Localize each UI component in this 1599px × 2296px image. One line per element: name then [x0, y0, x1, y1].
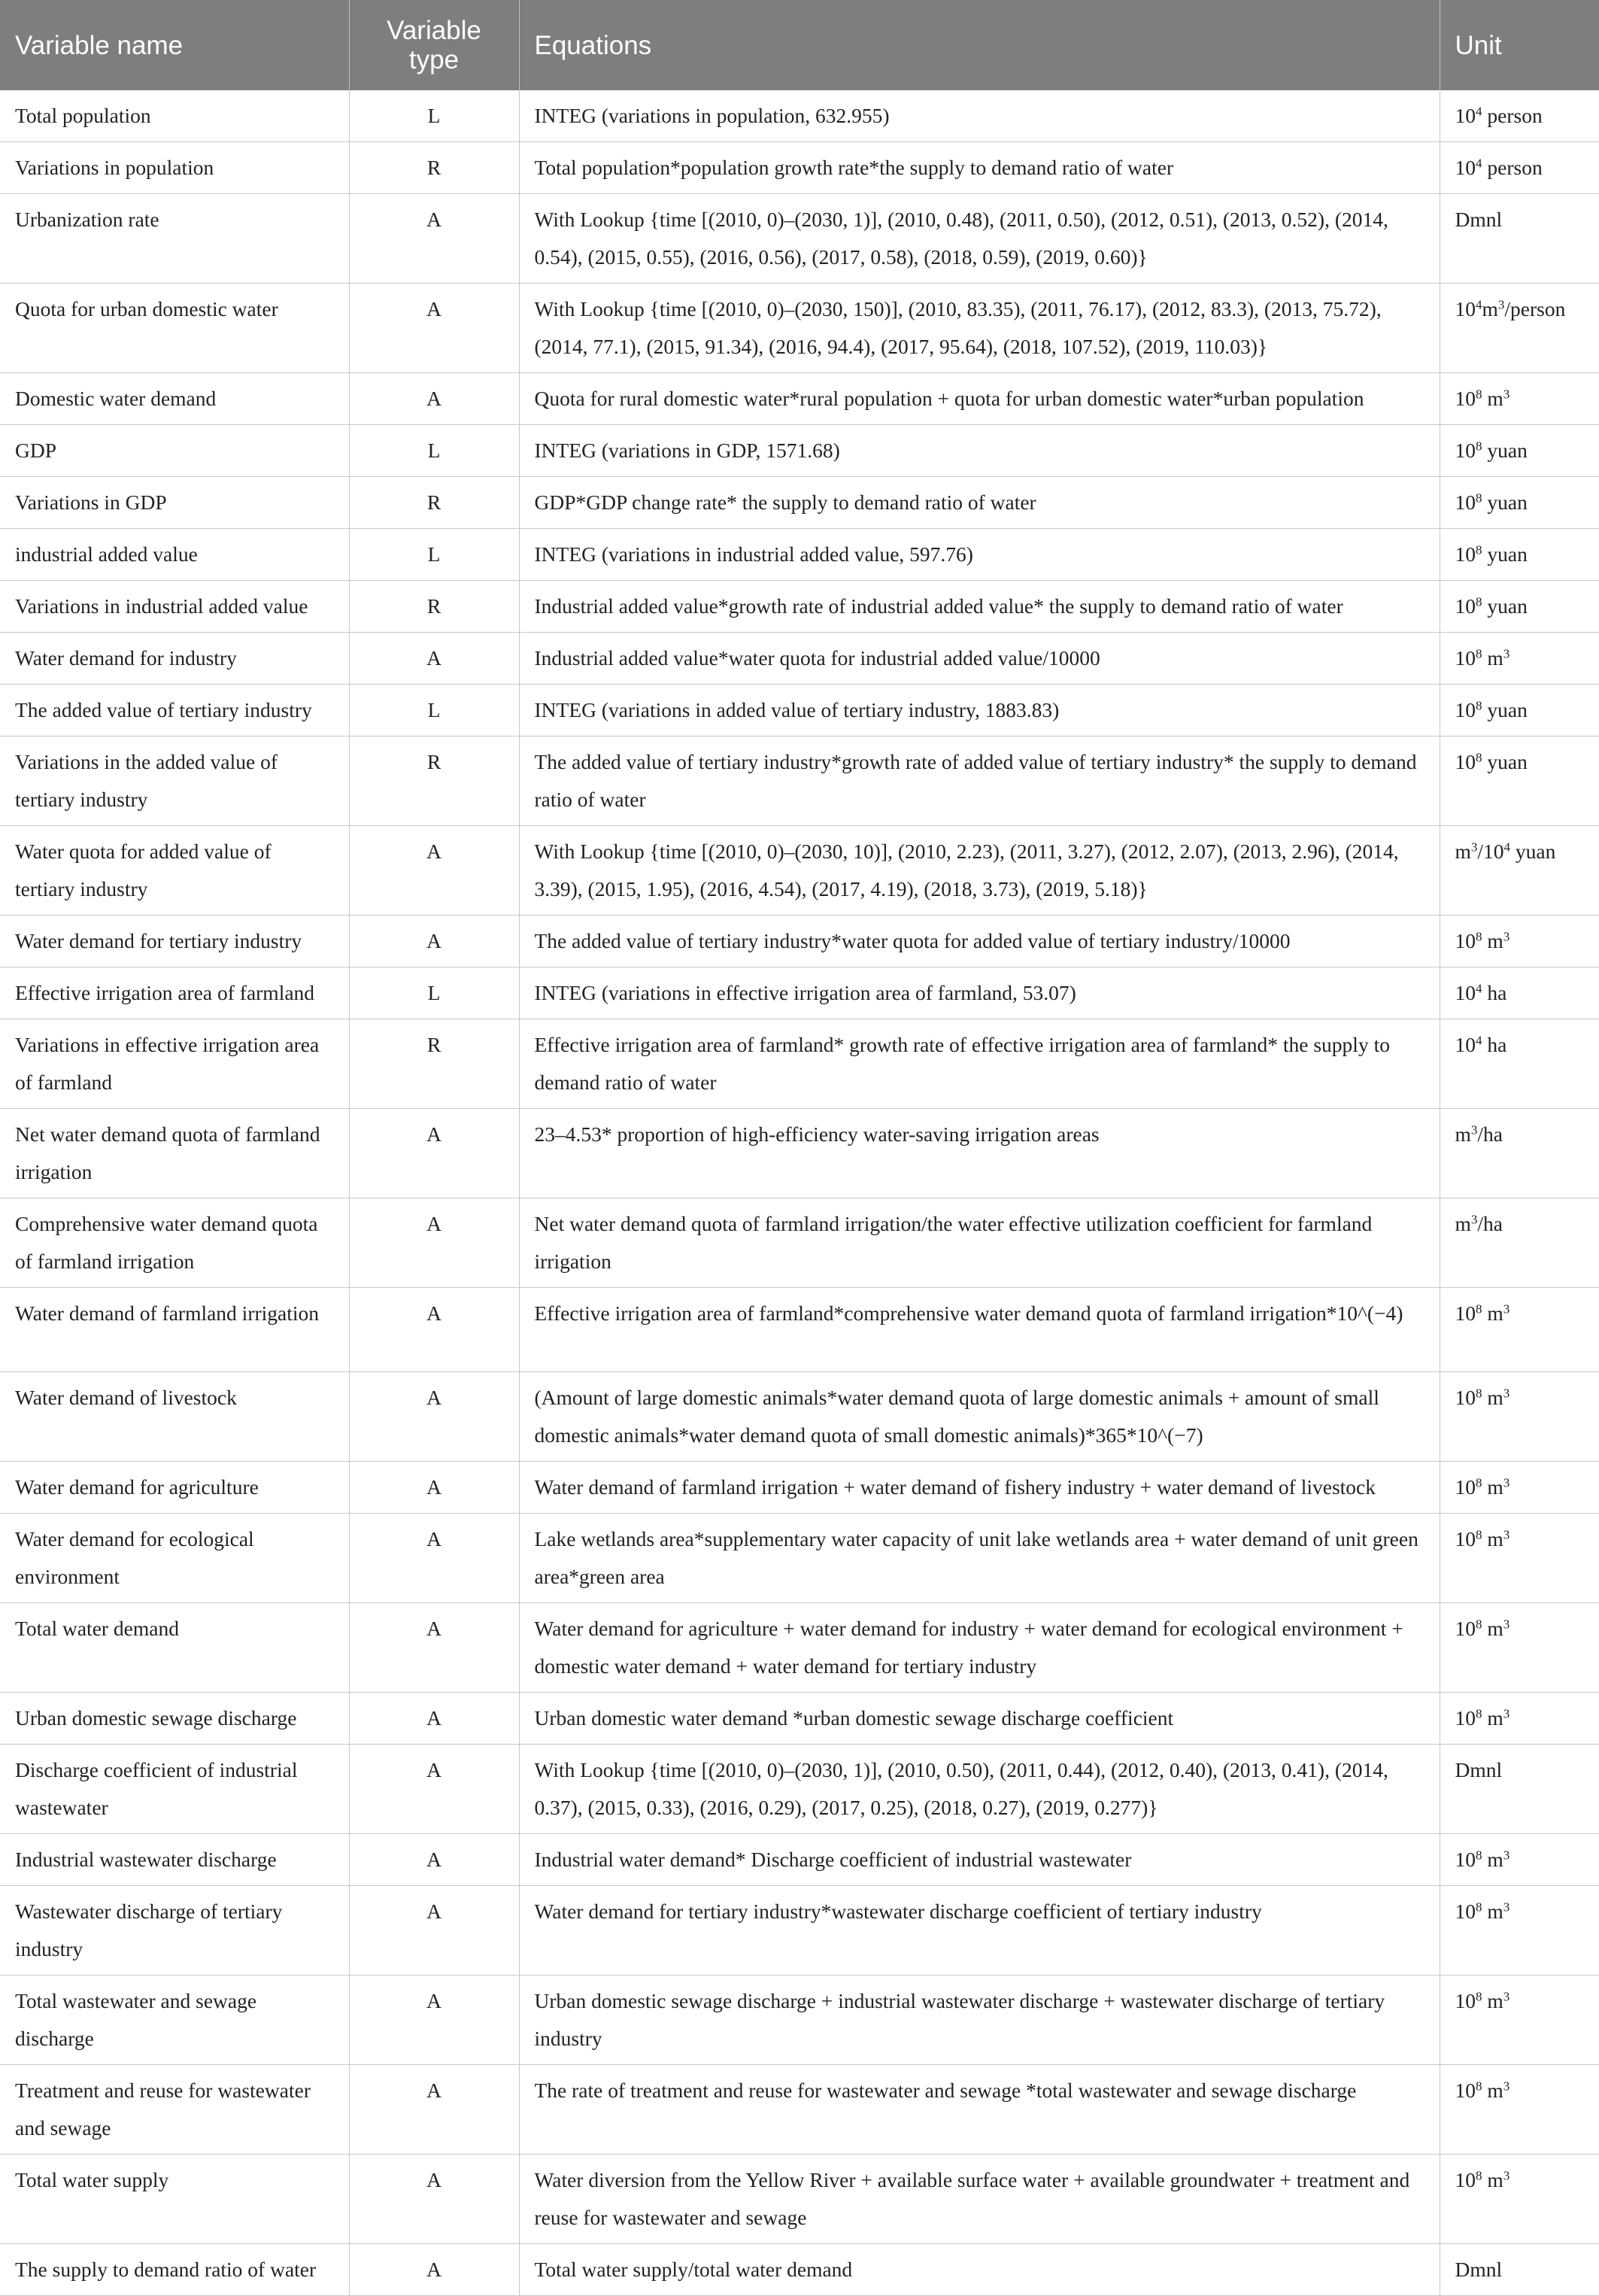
- cell-variable-name: Water quota for added value of tertiary industry: [0, 826, 349, 916]
- cell-variable-type: A: [349, 1745, 519, 1834]
- cell-variable-type: A: [349, 826, 519, 916]
- table-row: [0, 425, 1599, 477]
- cell-variable-name: Treatment and reuse for wastewater and sewage: [0, 2065, 349, 2155]
- cell-variable-name: Urbanization rate: [0, 194, 349, 284]
- cell-unit: $10^8$ yuan: [1440, 581, 1599, 633]
- cell-variable-type: A: [349, 1976, 519, 2065]
- cell-unit: $10^8$ $m^3$: [1440, 2155, 1599, 2244]
- cell-unit: $10^8$ yuan: [1440, 477, 1599, 529]
- cell-equation: Water demand for tertiary industry*wastewater discharge coefficient of tertiary industry: [519, 1886, 1440, 1976]
- cell-unit: $10^8$ $m^3$: [1440, 1514, 1599, 1603]
- cell-variable-name: Total wastewater and sewage discharge: [0, 1976, 349, 2065]
- table-header-row: [0, 0, 1599, 90]
- cell-unit: $10^8$ yuan: [1440, 425, 1599, 477]
- table-row: [0, 1886, 1599, 1976]
- cell-variable-name: Total water supply: [0, 2155, 349, 2244]
- cell-equation: With Lookup {time [(2010, 0)–(2030, 1)], (2010, 0.50), (2011, 0.44), (2012, 0.40), (2013, 0.41), (2014, 0.37), (2015, 0.33), (2016, 0.29), (2017, 0.25), (2018, 0.27), (2019, 0.277)}: [519, 1745, 1440, 1834]
- cell-variable-type: R: [349, 581, 519, 633]
- cell-variable-type: A: [349, 633, 519, 685]
- cell-variable-type: L: [349, 529, 519, 581]
- cell-variable-name: Total water demand: [0, 1603, 349, 1693]
- table-row: [0, 685, 1599, 736]
- cell-variable-type: R: [349, 142, 519, 194]
- cell-variable-name: The added value of tertiary industry: [0, 685, 349, 736]
- cell-variable-name: Variations in the added value of tertiary industry: [0, 736, 349, 826]
- cell-variable-type: A: [349, 1372, 519, 1462]
- cell-equation: Industrial water demand* Discharge coefficient of industrial wastewater: [519, 1834, 1440, 1886]
- cell-variable-name: Comprehensive water demand quota of farmland irrigation: [0, 1198, 349, 1288]
- table-row: [0, 736, 1599, 826]
- table-row: [0, 916, 1599, 967]
- cell-unit: $m^3/ha$: [1440, 1198, 1599, 1288]
- cell-variable-name: Water demand of livestock: [0, 1372, 349, 1462]
- table-row: [0, 1976, 1599, 2065]
- cell-unit: $10^8$ $m^3$: [1440, 1603, 1599, 1693]
- table-row: [0, 1019, 1599, 1109]
- cell-equation: With Lookup {time [(2010, 0)–(2030, 150)], (2010, 83.35), (2011, 76.17), (2012, 83.3), (2013, 75.72), (2014, 77.1), (2015, 91.34), (2016, 94.4), (2017, 95.64), (2018, 107.52), (2019, 110.03)}: [519, 284, 1440, 373]
- cell-variable-name: Water demand for tertiary industry: [0, 916, 349, 967]
- cell-variable-type: A: [349, 194, 519, 284]
- cell-equation: Industrial added value*growth rate of industrial added value* the supply to demand ratio of water: [519, 581, 1440, 633]
- header-equations: Equations: [519, 0, 1440, 90]
- cell-equation: INTEG (variations in effective irrigation area of farmland, 53.07): [519, 967, 1440, 1019]
- cell-variable-name: Domestic water demand: [0, 373, 349, 425]
- cell-equation: Effective irrigation area of farmland*comprehensive water demand quota of farmland irrigation*10^(−4): [519, 1288, 1440, 1372]
- cell-variable-type: A: [349, 1834, 519, 1886]
- table-row: [0, 633, 1599, 685]
- cell-unit: $m^3/10^4$ yuan: [1440, 826, 1599, 916]
- table-row: [0, 1288, 1599, 1372]
- cell-equation: The rate of treatment and reuse for wastewater and sewage *total wastewater and sewage discharge: [519, 2065, 1440, 2155]
- cell-equation: INTEG (variations in GDP, 1571.68): [519, 425, 1440, 477]
- table-row: [0, 529, 1599, 581]
- cell-unit: $10^8$ $m^3$: [1440, 1976, 1599, 2065]
- table-row: [0, 1109, 1599, 1198]
- cell-equation: INTEG (variations in industrial added value, 597.76): [519, 529, 1440, 581]
- cell-variable-type: A: [349, 1603, 519, 1693]
- cell-variable-name: Industrial wastewater discharge: [0, 1834, 349, 1886]
- cell-unit: $10^8$ $m^3$: [1440, 1886, 1599, 1976]
- table-row: [0, 1603, 1599, 1693]
- table-row: [0, 1372, 1599, 1462]
- cell-unit: $10^4$ person: [1440, 142, 1599, 194]
- cell-variable-type: L: [349, 425, 519, 477]
- table-row: [0, 477, 1599, 529]
- cell-unit: $10^8$ $m^3$: [1440, 1834, 1599, 1886]
- cell-variable-type: A: [349, 2155, 519, 2244]
- cell-variable-name: Wastewater discharge of tertiary industry: [0, 1886, 349, 1976]
- cell-unit: Dmnl: [1440, 194, 1599, 284]
- table-row: [0, 2244, 1599, 2296]
- table-row: [0, 1514, 1599, 1603]
- cell-unit: Dmnl: [1440, 1745, 1599, 1834]
- cell-variable-name: Variations in effective irrigation area of farmland: [0, 1019, 349, 1109]
- cell-variable-name: Water demand for agriculture: [0, 1462, 349, 1514]
- cell-unit: $10^8$ $m^3$: [1440, 916, 1599, 967]
- cell-unit: $10^8$ $m^3$: [1440, 1372, 1599, 1462]
- cell-equation: Total water supply/total water demand: [519, 2244, 1440, 2296]
- cell-equation: Lake wetlands area*supplementary water capacity of unit lake wetlands area + water demand of unit green area*green area: [519, 1514, 1440, 1603]
- table-body: [0, 90, 1599, 2296]
- cell-variable-type: A: [349, 1514, 519, 1603]
- cell-variable-type: A: [349, 2244, 519, 2296]
- table-row: [0, 1462, 1599, 1514]
- cell-equation: Urban domestic water demand *urban domestic sewage discharge coefficient: [519, 1693, 1440, 1745]
- cell-equation: With Lookup {time [(2010, 0)–(2030, 10)], (2010, 2.23), (2011, 3.27), (2012, 2.07), (2013, 2.96), (2014, 3.39), (2015, 1.95), (2016, 4.54), (2017, 4.19), (2018, 3.73), (2019, 5.18)}: [519, 826, 1440, 916]
- cell-variable-type: L: [349, 685, 519, 736]
- cell-variable-name: Net water demand quota of farmland irrigation: [0, 1109, 349, 1198]
- cell-unit: $10^8$ $m^3$: [1440, 1288, 1599, 1372]
- cell-unit: $10^8$ $m^3$: [1440, 633, 1599, 685]
- table-row: [0, 826, 1599, 916]
- cell-equation: 23–4.53* proportion of high-efficiency water-saving irrigation areas: [519, 1109, 1440, 1198]
- cell-unit: $10^4$ ha: [1440, 1019, 1599, 1109]
- table-row: [0, 1745, 1599, 1834]
- cell-unit: $10^8$ $m^3$: [1440, 1462, 1599, 1514]
- cell-unit: $10^8$ yuan: [1440, 529, 1599, 581]
- cell-equation: Urban domestic sewage discharge + industrial wastewater discharge + wastewater discharge of tertiary industry: [519, 1976, 1440, 2065]
- cell-equation: With Lookup {time [(2010, 0)–(2030, 1)], (2010, 0.48), (2011, 0.50), (2012, 0.51), (2013, 0.52), (2014, 0.54), (2015, 0.55), (2016, 0.56), (2017, 0.58), (2018, 0.59), (2019, 0.60)}: [519, 194, 1440, 284]
- cell-unit: $10^8$ yuan: [1440, 685, 1599, 736]
- cell-variable-name: Quota for urban domestic water: [0, 284, 349, 373]
- table-row: [0, 1834, 1599, 1886]
- cell-variable-name: Water demand of farmland irrigation: [0, 1288, 349, 1372]
- cell-variable-type: A: [349, 1198, 519, 1288]
- cell-variable-type: A: [349, 1109, 519, 1198]
- header-unit: Unit: [1440, 0, 1599, 90]
- cell-equation: Quota for rural domestic water*rural population + quota for urban domestic water*urban population: [519, 373, 1440, 425]
- table-row: [0, 581, 1599, 633]
- cell-variable-name: Effective irrigation area of farmland: [0, 967, 349, 1019]
- cell-equation: Water diversion from the Yellow River + available surface water + available groundwater + treatment and reuse for wastewater and sewage: [519, 2155, 1440, 2244]
- cell-unit: $10^4m^3$/person: [1440, 284, 1599, 373]
- cell-equation: Water demand of farmland irrigation + water demand of fishery industry + water demand of livestock: [519, 1462, 1440, 1514]
- table-row: [0, 194, 1599, 284]
- cell-variable-type: A: [349, 1886, 519, 1976]
- table-row: [0, 1198, 1599, 1288]
- cell-variable-type: R: [349, 1019, 519, 1109]
- cell-variable-type: A: [349, 1693, 519, 1745]
- cell-unit: $10^8$ $m^3$: [1440, 2065, 1599, 2155]
- cell-equation: The added value of tertiary industry*growth rate of added value of tertiary industry* the supply to demand ratio of water: [519, 736, 1440, 826]
- cell-variable-type: L: [349, 967, 519, 1019]
- cell-variable-name: Variations in GDP: [0, 477, 349, 529]
- cell-equation: (Amount of large domestic animals*water demand quota of large domestic animals + amount of small domestic animals*water demand quota of small domestic animals)*365*10^(−7): [519, 1372, 1440, 1462]
- cell-equation: GDP*GDP change rate* the supply to demand ratio of water: [519, 477, 1440, 529]
- cell-equation: Total population*population growth rate*the supply to demand ratio of water: [519, 142, 1440, 194]
- table-row: [0, 2155, 1599, 2244]
- cell-equation: INTEG (variations in added value of tertiary industry, 1883.83): [519, 685, 1440, 736]
- cell-unit: $10^8$ yuan: [1440, 736, 1599, 826]
- cell-unit: $10^4$ person: [1440, 90, 1599, 142]
- cell-unit: Dmnl: [1440, 2244, 1599, 2296]
- cell-variable-name: Variations in industrial added value: [0, 581, 349, 633]
- header-variable-name: Variable name: [0, 0, 349, 90]
- cell-variable-type: A: [349, 373, 519, 425]
- cell-variable-type: L: [349, 90, 519, 142]
- cell-variable-type: A: [349, 2065, 519, 2155]
- table-row: [0, 90, 1599, 142]
- table-row: [0, 2065, 1599, 2155]
- cell-unit: $10^8$ $m^3$: [1440, 373, 1599, 425]
- table-row: [0, 142, 1599, 194]
- cell-variable-name: Discharge coefficient of industrial wastewater: [0, 1745, 349, 1834]
- cell-variable-name: Water demand for industry: [0, 633, 349, 685]
- cell-equation: Effective irrigation area of farmland* growth rate of effective irrigation area of farmland* the supply to demand ratio of water: [519, 1019, 1440, 1109]
- table-row: [0, 373, 1599, 425]
- table-row: [0, 284, 1599, 373]
- cell-equation: Net water demand quota of farmland irrigation/the water effective utilization coefficient for farmland irrigation: [519, 1198, 1440, 1288]
- cell-variable-name: Urban domestic sewage discharge: [0, 1693, 349, 1745]
- cell-variable-name: Total population: [0, 90, 349, 142]
- cell-variable-name: GDP: [0, 425, 349, 477]
- table-row: [0, 1693, 1599, 1745]
- cell-variable-type: A: [349, 1288, 519, 1372]
- cell-variable-type: R: [349, 477, 519, 529]
- cell-variable-type: A: [349, 1462, 519, 1514]
- cell-equation: Industrial added value*water quota for industrial added value/10000: [519, 633, 1440, 685]
- table-row: [0, 967, 1599, 1019]
- cell-unit: $10^4$ ha: [1440, 967, 1599, 1019]
- header-variable-type: Variable type: [349, 0, 519, 90]
- cell-equation: Water demand for agriculture + water demand for industry + water demand for ecological environment + domestic water demand + water demand for tertiary industry: [519, 1603, 1440, 1693]
- cell-variable-name: industrial added value: [0, 529, 349, 581]
- cell-variable-type: A: [349, 284, 519, 373]
- cell-unit: $m^3/ha$: [1440, 1109, 1599, 1198]
- cell-equation: INTEG (variations in population, 632.955): [519, 90, 1440, 142]
- cell-unit: $10^8$ $m^3$: [1440, 1693, 1599, 1745]
- cell-equation: The added value of tertiary industry*water quota for added value of tertiary industry/10000: [519, 916, 1440, 967]
- cell-variable-type: A: [349, 916, 519, 967]
- cell-variable-type: R: [349, 736, 519, 826]
- cell-variable-name: Water demand for ecological environment: [0, 1514, 349, 1603]
- cell-variable-name: The supply to demand ratio of water: [0, 2244, 349, 2296]
- cell-variable-name: Variations in population: [0, 142, 349, 194]
